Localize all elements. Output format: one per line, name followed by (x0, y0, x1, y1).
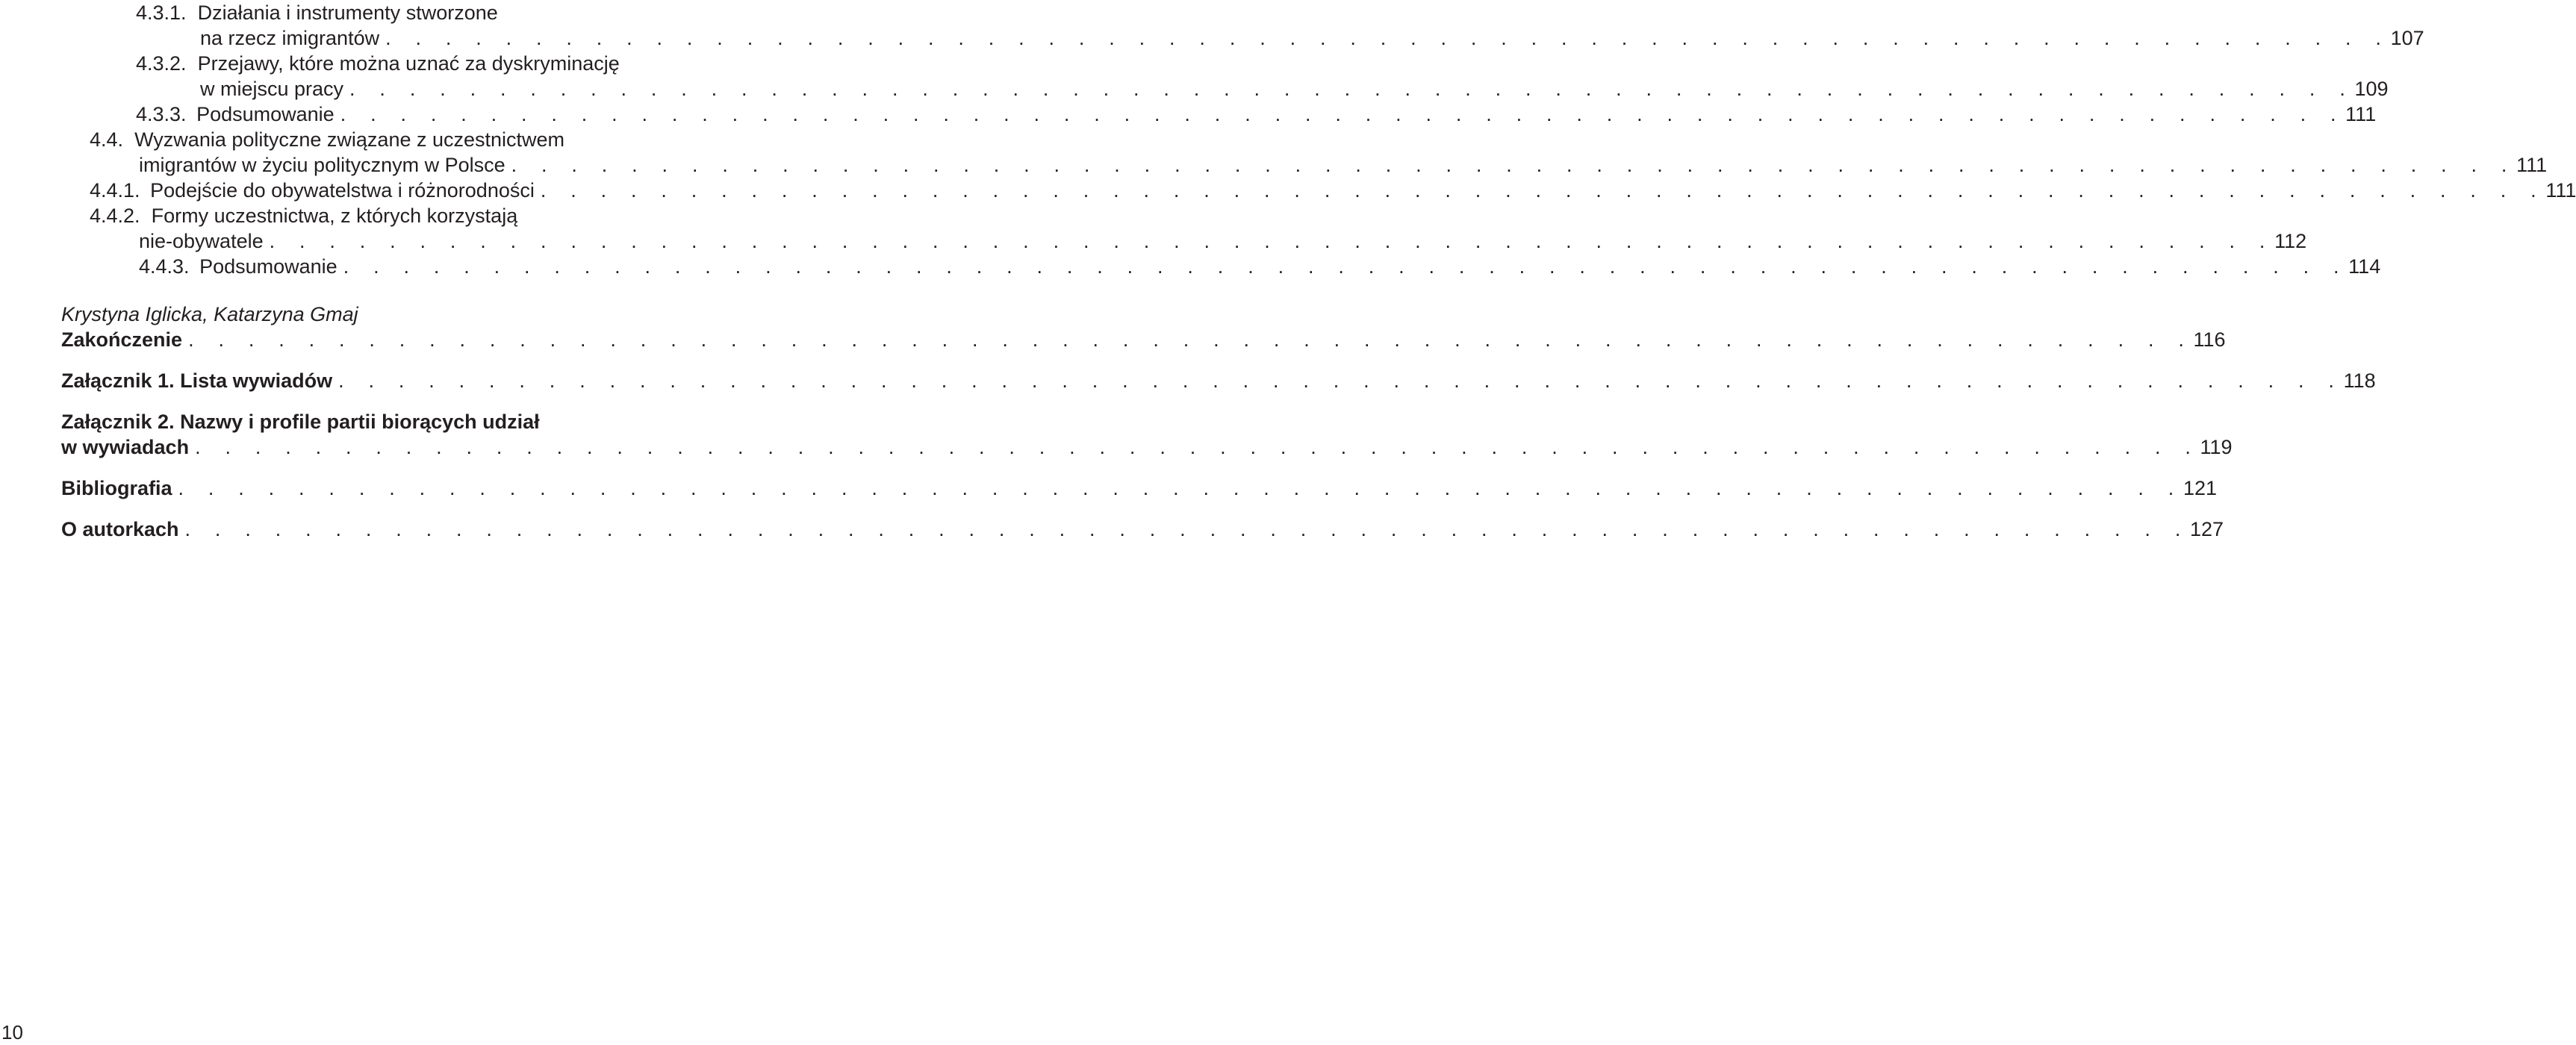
toc-section (61, 368, 2376, 393)
toc-entry-number: 4.4.3. (139, 255, 190, 278)
toc-entry-text: Podsumowanie (199, 255, 337, 278)
dot-leader: . . . . . . . . . . . . . . . . . . . . . . . . . . . . . . . . . . . . . . . . . . . . . . . . . . . . . . . . . . . . . . . . . . . (385, 27, 2391, 49)
toc-page-number: 114 (2348, 255, 2381, 278)
toc-entry-title (136, 51, 620, 76)
toc-entry-text: Wyzwania polityczne związane z uczestnictwem (134, 128, 565, 151)
toc-page-number: 116 (2193, 328, 2226, 351)
toc-page-number: 118 (2343, 369, 2376, 392)
toc-entry-text: na rzecz imigrantów (200, 27, 380, 49)
toc-entry-number: 4.3.2. (136, 52, 187, 75)
toc-entry (90, 178, 2576, 203)
toc-entry-title (90, 203, 517, 228)
dot-leader: . . . . . . . . . . . . . . . . . . . . . . . . . . . . . . . . . . . . . . . . . . . . . . . . . . . . . . . . . . . . . . . . . . . (349, 78, 2355, 100)
toc-entry-number: 4.4. (90, 128, 124, 151)
page-number: 10 (1, 1021, 23, 1044)
toc-entry (136, 102, 2377, 127)
toc-section (61, 517, 2224, 542)
toc-section (61, 327, 2226, 352)
toc-section-title: w wywiadach (61, 436, 190, 458)
chapter-authors: Krystyna Iglicka, Katarzyna Gmaj (61, 303, 358, 325)
dot-leader: . . . . . . . . . . . . . . . . . . . . . . . . . . . . . . . . . . . . . . . . . . . . . . . . . . . . . . . . . . . . . . . . . . . (178, 477, 2183, 499)
toc-entry-text: Podejście do obywatelstwa i różnorodności (150, 179, 535, 202)
toc-section (61, 475, 2218, 501)
toc-page-number: 109 (2354, 78, 2389, 100)
toc-section-title: Zakończenie (61, 328, 183, 351)
toc-page-number: 121 (2183, 477, 2218, 499)
toc-page-number: 112 (2274, 230, 2307, 252)
toc-entry-continuation (200, 76, 2389, 102)
toc-page-number: 111 (2545, 179, 2576, 202)
toc-section-title: O autorkach (61, 518, 179, 540)
toc-entry-text: imigrantów w życiu politycznym w Polsce (139, 154, 505, 176)
toc-entry-title (90, 127, 564, 152)
toc-section-title: Załącznik 1. Lista wywiadów (61, 369, 333, 392)
toc-entry-continuation (139, 152, 2548, 178)
toc-page-number: 119 (2200, 436, 2233, 458)
toc-entry-text: w miejscu pracy (200, 78, 344, 100)
toc-page-number: 127 (2190, 518, 2224, 540)
toc-entry-number: 4.3.3. (136, 103, 187, 125)
toc-entry-text: Podsumowanie (196, 103, 335, 125)
toc-section-continuation (61, 434, 2233, 460)
toc-entry-number: 4.3.1. (136, 1, 187, 24)
toc-entry-number: 4.4.2. (90, 205, 140, 227)
toc-entry-continuation (200, 25, 2424, 51)
dot-leader: . . . . . . . . . . . . . . . . . . . . . . . . . . . . . . . . . . . . . . . . . . . . . . . . . . . . . . . . . . . . . . . . . . . (343, 255, 2349, 278)
toc-section-title: Bibliografia (61, 477, 172, 499)
toc-entry-text: Formy uczestnictwa, z których korzystają (151, 205, 518, 227)
toc-entry-continuation (139, 228, 2307, 254)
toc-entry-text: Przejawy, które można uznać za dyskryminację (197, 52, 620, 75)
toc-entry-title (136, 0, 498, 25)
dot-leader: . . . . . . . . . . . . . . . . . . . . . . . . . . . . . . . . . . . . . . . . . . . . . . . . . . . . . . . . . . . . . . . . . . . (184, 518, 2191, 540)
toc-page-number: 107 (2390, 27, 2424, 49)
dot-leader: . . . . . . . . . . . . . . . . . . . . . . . . . . . . . . . . . . . . . . . . . . . . . . . . . . . . . . . . . . . . . . . . . . . (195, 436, 2200, 458)
toc-page-number: 111 (2345, 103, 2377, 125)
dot-leader: . . . . . . . . . . . . . . . . . . . . . . . . . . . . . . . . . . . . . . . . . . . . . . . . . . . . . . . . . . . . . . . . . . . (540, 179, 2546, 202)
dot-leader: . . . . . . . . . . . . . . . . . . . . . . . . . . . . . . . . . . . . . . . . . . . . . . . . . . . . . . . . . . . . . . . . . . . (511, 154, 2517, 176)
dot-leader: . . . . . . . . . . . . . . . . . . . . . . . . . . . . . . . . . . . . . . . . . . . . . . . . . . . . . . . . . . . . . . . . . . . (269, 230, 2275, 252)
toc-entry-text: Działania i instrumenty stworzone (197, 1, 498, 24)
dot-leader: . . . . . . . . . . . . . . . . . . . . . . . . . . . . . . . . . . . . . . . . . . . . . . . . . . . . . . . . . . . . . . . . . . . (338, 369, 2344, 392)
toc-entry (139, 254, 2381, 279)
dot-leader: . . . . . . . . . . . . . . . . . . . . . . . . . . . . . . . . . . . . . . . . . . . . . . . . . . . . . . . . . . . . . . . . . . . (340, 103, 2346, 125)
dot-leader: . . . . . . . . . . . . . . . . . . . . . . . . . . . . . . . . . . . . . . . . . . . . . . . . . . . . . . . . . . . . . . . . . . . (188, 328, 2194, 351)
toc-entry-number: 4.4.1. (90, 179, 140, 202)
toc-entry-text: nie-obywatele (139, 230, 264, 252)
toc-page-number: 111 (2516, 154, 2548, 176)
toc-section-title: Załącznik 2. Nazwy i profile partii biorących udział (61, 411, 540, 433)
